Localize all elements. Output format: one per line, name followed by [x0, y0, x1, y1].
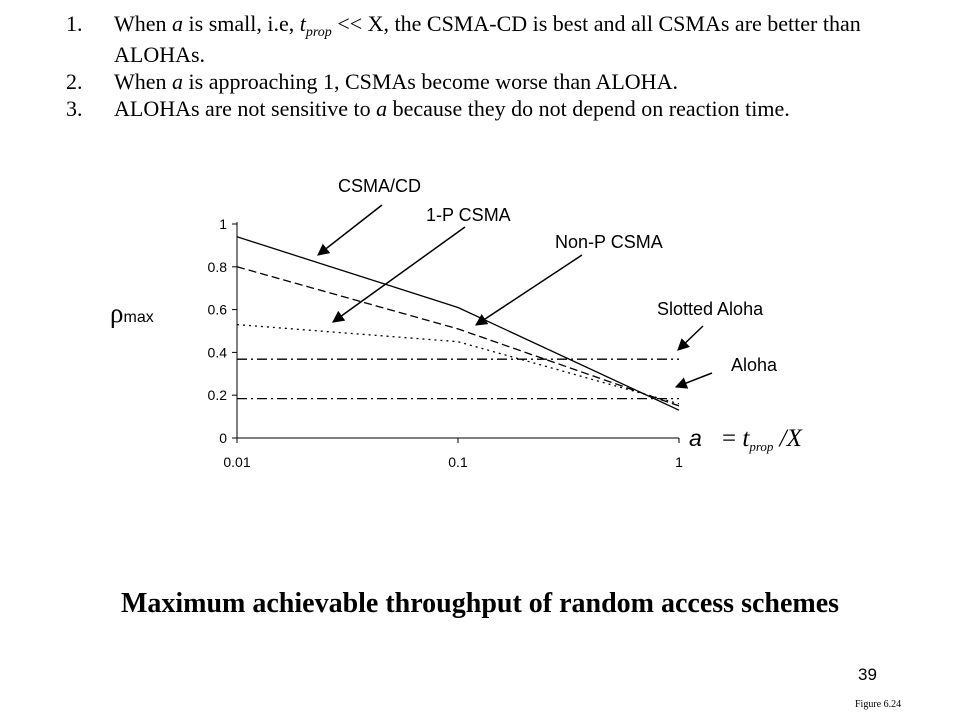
y-axis-label: ρmax: [110, 298, 154, 328]
arrow-csma-cd: [318, 205, 382, 255]
var-a: a: [376, 96, 388, 121]
note-number: 2.: [66, 69, 83, 94]
note-3: 3. ALOHAs are not sensitive to a because they do not depend on reaction time.: [66, 96, 790, 121]
figure-reference: Figure 6.24: [855, 699, 902, 710]
x-tick-label: 0.01: [223, 454, 251, 470]
var-t: t: [299, 11, 306, 36]
y-tick-label: 0: [219, 430, 227, 446]
var-a: a: [172, 11, 184, 36]
x-tick-label: 0.1: [448, 454, 468, 470]
x-axis-variable: a: [689, 425, 702, 451]
series-line-csma-cd: [237, 237, 679, 410]
y-tick-label: 1: [219, 216, 227, 232]
series-line-1-p-csma: [237, 267, 679, 406]
note-2: 2. When a is approaching 1, CSMAs become worse than ALOHA.: [66, 69, 678, 94]
figure-caption: Maximum achievable throughput of random access schemes: [120, 588, 840, 619]
label-1p-csma: 1-P CSMA: [426, 205, 511, 225]
page-number: 39: [858, 665, 877, 684]
arrow-non-p-csma: [476, 255, 582, 325]
series-layer: [237, 237, 679, 410]
x-tick-label: 1: [675, 454, 683, 470]
note-number: 1.: [66, 11, 83, 36]
y-tick-label: 0.2: [207, 387, 227, 404]
note-1: 1. When a is small, i.e, $t_{prop} << X$, the CSMA-CD is best and all CSMAs are better than ALOHAs.: [66, 11, 861, 67]
label-csma-cd: CSMA/CD: [338, 176, 422, 196]
label-aloha: Aloha: [731, 355, 778, 375]
y-tick-label: 0.8: [207, 258, 227, 275]
label-slotted-aloha: Slotted Aloha: [657, 299, 764, 319]
var-a: a: [172, 69, 184, 94]
arrow-slotted-aloha: [678, 326, 703, 350]
note-number: 3.: [66, 96, 83, 121]
x-axis-formula: = $t_{prop}$ /X: [722, 425, 802, 454]
y-tick-label: 0.4: [207, 344, 227, 361]
tick-labels: [208, 216, 684, 470]
series-line-non-p-csma: [237, 325, 679, 404]
arrow-aloha: [676, 373, 712, 387]
label-non-p-csma: Non-P CSMA: [555, 232, 663, 252]
subscript-prop: prop: [305, 25, 332, 40]
y-tick-label: 0.6: [207, 301, 227, 318]
axes: [232, 222, 679, 443]
